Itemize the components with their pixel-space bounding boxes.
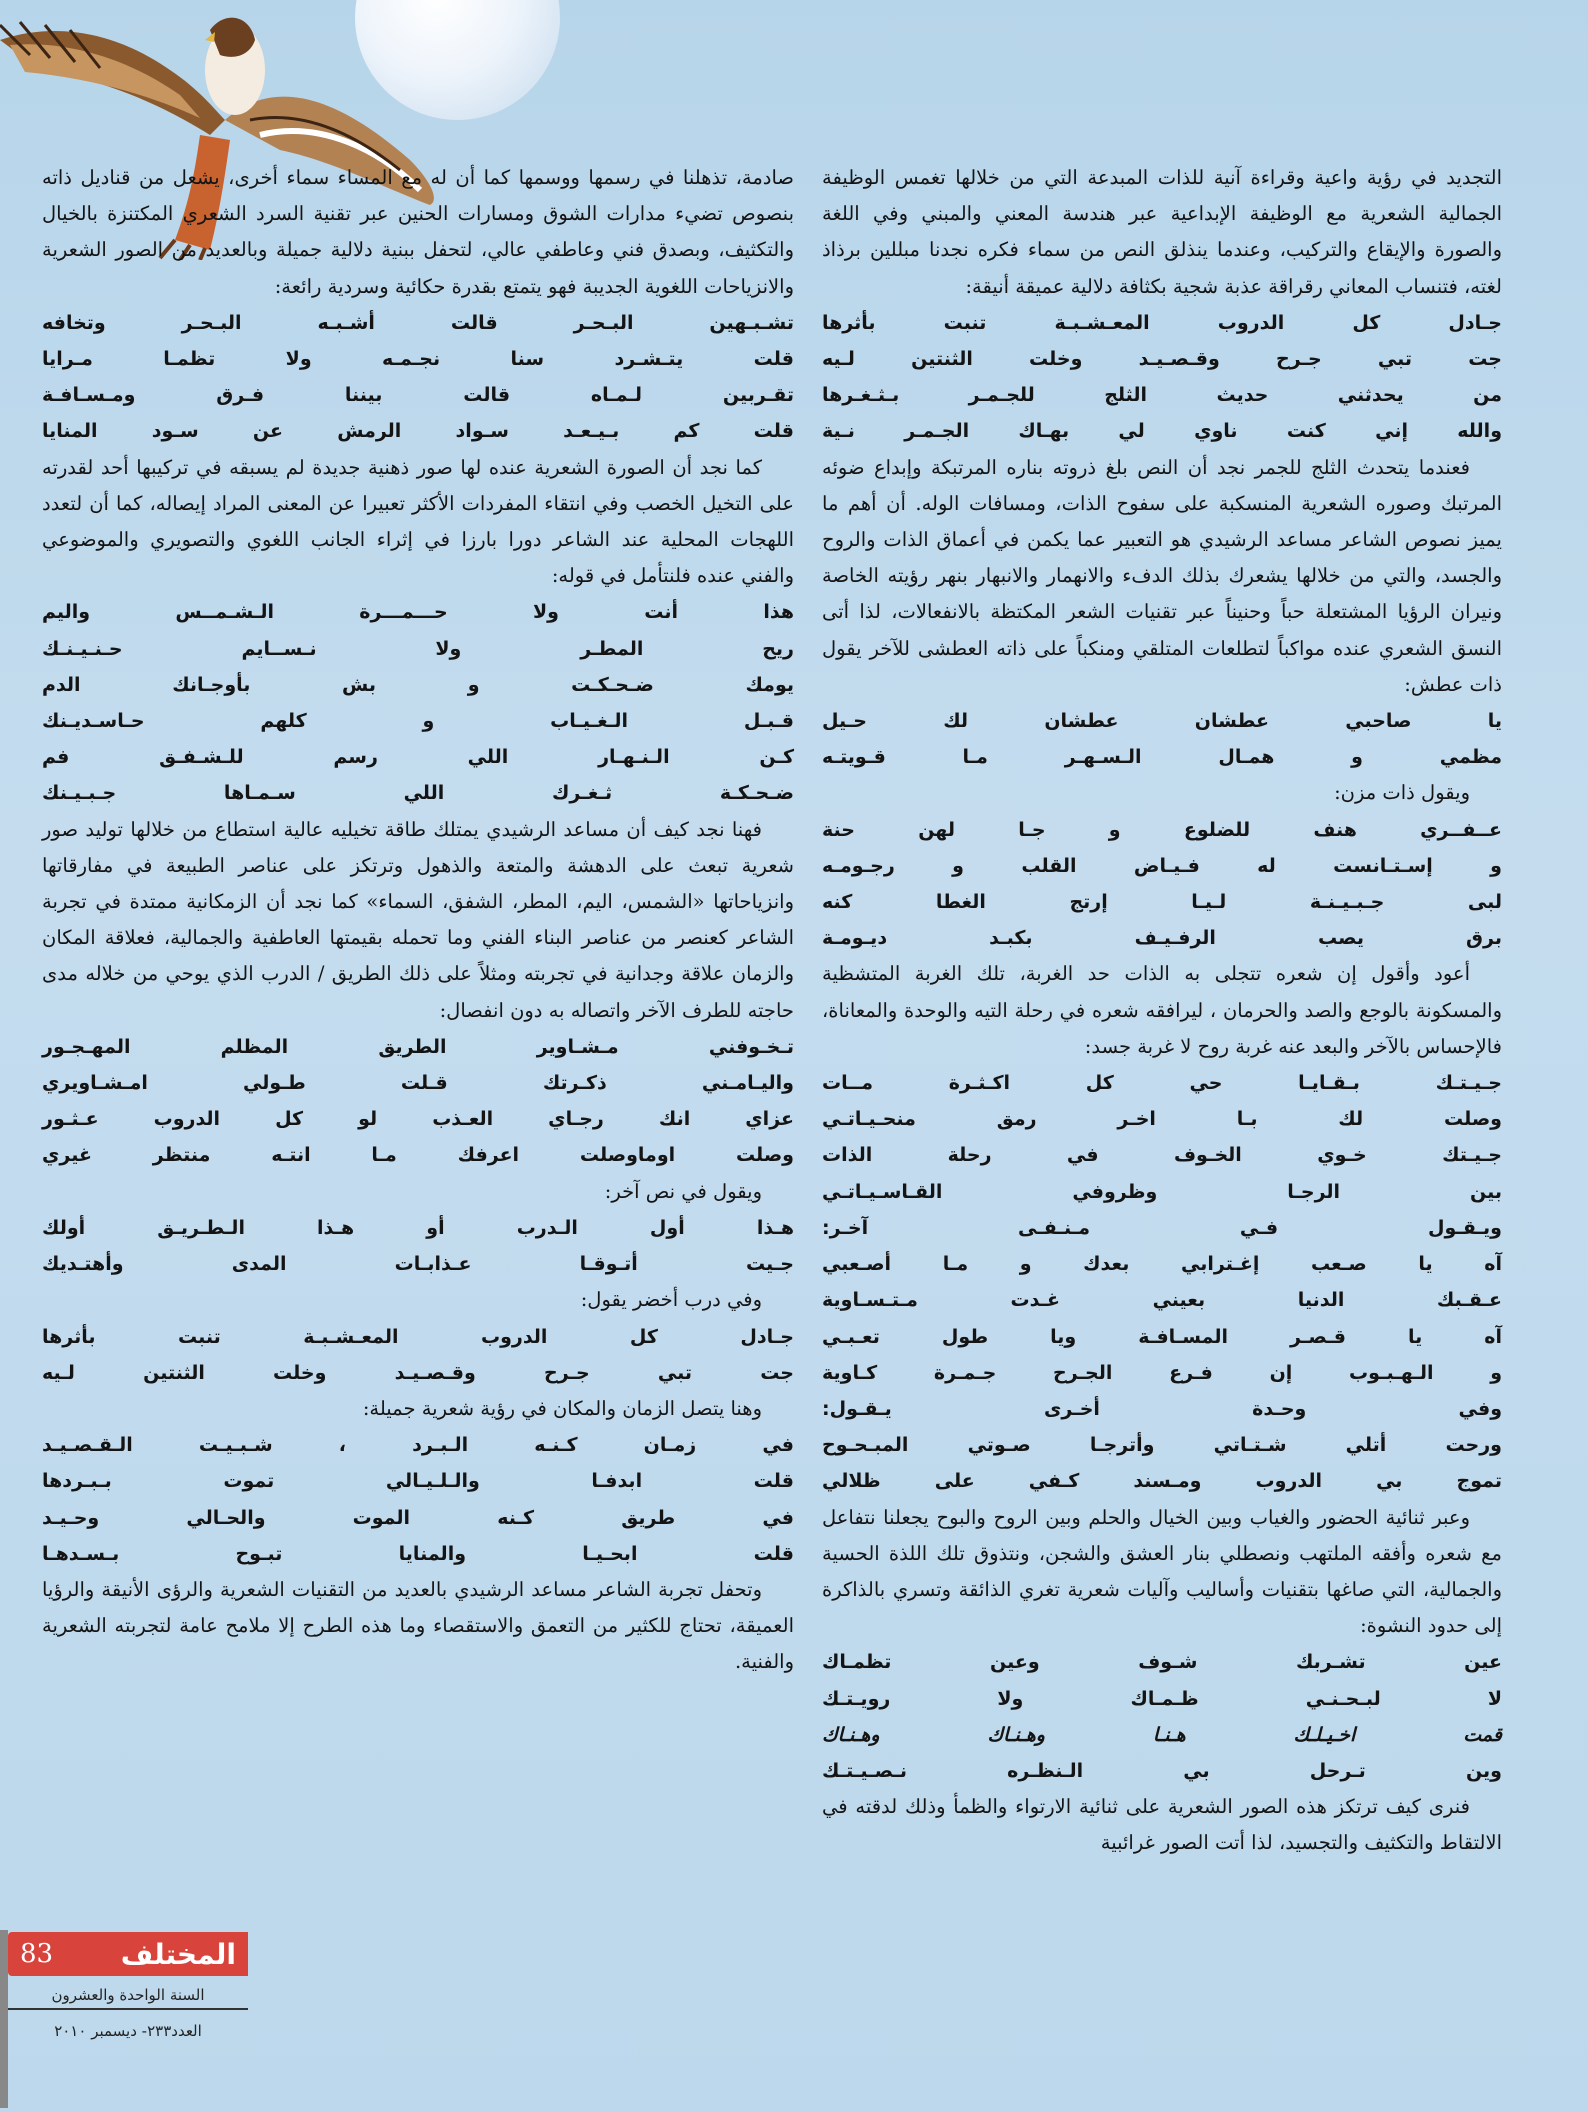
poem-verse: وصلت اوماوصلت اعرفك مـا انتـه منتظر غيري [42,1144,794,1167]
article-paragraph: فعندما يتحدث الثلج للجمر نجد أن النص بلغ ذروته بناره المرتبكة وإبداع ضوئه المرتبك وصوره الشعرية المنسكبة على سفوح الذات، ومسافات الوله. أن أهم ما يميز نصوص الشاعر مساعد الرشيدي هو التعبير عما يكمن في أعماق الذات والروح والجسد، والتي من خلالها يشعرك بذلك الدفء والانهمار والانبهار بنهر رؤيته الخاصة ونيران الرؤيا المشتعلة حباً وحنيناً عبر تقنيات الشعر المكتظة بالانفعالات، لذا أتى النسق الشعري عنده مواكباً لتطلعات المتلقي ومنكباً على ذاته العطشى للآخر يقول ذات عطش: [822,455,1502,696]
article-paragraph: فنرى كيف ترتكز هذه الصور الشعرية على ثنائية الارتواء والظمأ وذلك لدقته في الالتقاط والتكثيف والتجسيد، لذا أتت الصور غرائبية [822,1795,1502,1855]
poem-verse: ضـحـكـة ثـغـرك اللي سـمـاها جـبـيـنك [42,782,794,805]
article-column-right [822,160,1502,1862]
poem-verse: تقـربين لـمـاه قالت بيننا فـرق ومـسـافـة [42,384,794,407]
page-number: 83 [20,1939,54,1969]
article-paragraph: وفي درب أخضر يقول: [580,1288,762,1312]
poem-verse: آه يا قـصـر المسـافـة ويا طول تعـبـي [822,1325,1502,1348]
article-paragraph: كما نجد أن الصورة الشعرية عنده لها صور ذهنية جديدة لم يسبقه في تركيبها أحد لقدرته على التخيل الخصب وفي انتقاء المفردات الأكثر تعبيرا عن المعنى المراد إيصاله، كما أن لتعدد اللهجات المحلية عند الشاعر دورا بارزا في إثراء الجانب اللغوي والتصويري والموضوعي والفني عنده فلنتأمل في قوله: [42,455,794,588]
poem-verse: قلت كم بـيـعـد سـواد الرمش عن سـود المنايا [42,420,794,443]
article-paragraph: فهنا نجد كيف أن مساعد الرشيدي يمتلك طاقة تخيليه عالية استطاع من خلالها توليد صور شعرية تبعث على الدهشة والمتعة والذهول وترتكز على عناصر الطبيعة في مفارقاتها وانزياحاتها «الشمس، اليم، المطر، الشفق، السماء» كما نجد أن الزمكانية ممتدة في تجربة الشاعر كعنصر من عناصر البناء الفني وما تحمله بقيمتها العاطفية والجمالية، فعلاقة المكان والزمان علاقة وجدانية في تجربته ومثلاً على ذلك الطريق / الدرب الذي يوحي من خلاله مدى حاجته للطرف الآخر واتصاله به دون انفصال: [42,817,794,1022]
poem-verse: جـيـتـك بـقـايـا حي كل اكـثـرة مــات [822,1072,1502,1095]
poem-verse: و الـهـبـوب إن فـرع الجـرح جـمـرة كـاوية [822,1361,1502,1384]
poem-verse: قمت اخـيـلـك هـنـا وهـنـاك وهـنـاك [822,1723,1502,1746]
article-paragraph: صادمة، تذهلنا في رسمها ووسمها كما أن له مع المساء سماء أخرى، يشعل من قناديل ذاته بنصوص تضيء مدارات الشوق ومسارات الحنين عبر تقنية السرد الشعري المكتنزة بالخيال والتكثيف، وبصدق فني وعاطفي عالي، لتحفل ببنية دلالية جميلة وبالعديد من الصور الشعرية والانزياحات اللغوية الجديبة فهو يتمتع بقدرة حكائية وسردية رائعة: [42,166,794,298]
poem-verse: تموج بي الدروب ومـسند كـفي على ظلالي [822,1470,1502,1493]
poem-verse: عزاي انك رجـاي العـذب لو كل الدروب عـثـور [42,1108,794,1131]
poem-verse: جـادل كل الدروب المعـشـبـة تنبت بأثرها [42,1325,794,1348]
article-paragraph: التجديد في رؤية واعية وقراءة آنية للذات المبدعة التي من خلالها تغمس الوظيفة الجمالية الشعرية مع الوظيفة الإبداعية عبر هندسة المعني والمبني وفي اللغة والصورة والإيقاع والتركيب، وعندما ينذلق النص من سماء فكره نجدنا مبللين برذاذ لغته، فتنساب المعاني رقراقة عذبة شجية بكثافة دلالية عميقة أنيقة: [822,166,1502,298]
poem-verse: عين تشـربك شـوف وعين تظمـاك [822,1651,1502,1674]
poem-verse: برق يصب الرفـيـف بكبـد ديـومـة [822,927,1502,950]
poem-verse: وصلت لك بـا اخـر رمق منحـيـاتـي [822,1108,1502,1131]
poem-verse: تشـبـهين البـحـر قالت أشـبـه البـحـر وتخافه [42,311,794,334]
poem-verse: قلت ابحـيـا والمنايا تبـوح بـسـدهـا [42,1542,794,1565]
poem-verse: يومك ضـحـكـت و بش بأوجـانك الدم [42,673,794,696]
poem-verse: ويـقـول فـي مـنـفـى آخـر: [822,1216,1502,1239]
poem-verse: لا لبـحـنـي ظـمـاك ولا رويـتـك [822,1687,1502,1710]
poem-verse: وين تـرحل بي الـنظـره نـصـيـتـك [822,1759,1502,1782]
poem-verse: ورحت أتلي شـتـاتي وأترجـا صـوتي المبـحـوح [822,1434,1502,1457]
poem-verse: قلت ابدفـا والـلـيـالي تموت بـبـردها [42,1470,794,1493]
article-paragraph: ويقول في نص آخر: [604,1179,762,1203]
poem-verse: في زمـان كـنـه الـبـرد ، شـبـيـت الـقـصـيـد [42,1434,794,1457]
article-paragraph: أعود وأقول إن شعره تتجلى به الذات حد الغربة، تلك الغربة المتشظية والمسكونة بالوجع والصد والحرمان ، ليرافقه شعره في رحلة التيه والوحدة والمعاناة، فالإحساس بالآخر والبعد عنه غربة روح لا غربة جسد: [822,962,1502,1058]
poem-verse: وفي وحـدة أخـرى يـقـول: [822,1397,1502,1420]
poem-verse: آه يا صـعب إغـترابي بعدك و مـا أصـعبي [822,1253,1502,1276]
poem-verse: من يحدثني حديث الثلج للجـمـر بـثـغـرها [822,384,1502,407]
poem-verse: تـخـوفني مـشـاوير الطريق المظلم المهـجـور [42,1035,794,1058]
poem-verse: مظمي و همـال الـسـهـر مـا قـويتـه [822,746,1502,769]
poem-verse: جت تبي جـرح وقـصـيـد وخلت الثنتين لـيه [822,348,1502,371]
article-column-left [42,160,794,1681]
page-footer [0,1930,248,2108]
article-paragraph: وتحفل تجربة الشاعر مساعد الرشيدي بالعديد من التقنيات الشعرية والرؤى الأنيقة والرؤيا العميقة، تحتاج للكثير من التعمق والاستقصاء وما هذه الطرح إلا ملامح عامة لتجربته الشعرية والفنية. [42,1577,794,1674]
poem-verse: و إسـتـانست له فـيـاض القلب و رجـومـه [822,854,1502,877]
poem-verse: كـن الـنـهـار اللي رسم للـشـفـق فم [42,746,794,769]
poem-verse: هذا أنت ولا حـــمـــرة الـشـمــس واليم [42,601,794,624]
article-paragraph: وعبر ثنائية الحضور والغياب وبين الخيال والحلم وبين الروح والبوح يجعلنا نتفاعل مع شعره وأفقه الملتهب ونصطلي بنار العشق والشجن، ونتذوق تلك اللذة الحسية والجمالية، التي صاغها بتقنيات وأساليب وآليات شعرية تغري الذائقة وتسري بالذاكرة إلى حدود النشوة: [822,1505,1502,1638]
poem-verse: جـادل كل الدروب المعـشـبـة تنبت بأثرها [822,311,1502,334]
poem-verse: واليـامـني ذكـرتك قـلت طـولي امـشـاويري [42,1072,794,1095]
poem-verse: جـيت أتـوقـا عـذابـات المدى وأهتـديك [42,1253,794,1276]
poem-verse: هـذا أول الـدرب أو هـذا الـطـريـق أولك [42,1216,794,1239]
poem-verse: جت تبي جـرح وقـصـيـد وخلت الثنتين لـيه [42,1361,794,1384]
poem-verse: جـيـتك خـوي الخـوف في رحلة الذات [822,1144,1502,1167]
issue-date: العدد٢٣٣- ديسمبر ٢٠١٠ [54,2022,202,2040]
volume-year: السنة الواحدة والعشرون [8,1986,248,2010]
poem-verse: والله إني كنت ناوي لي بهـاك الجـمـر نـية [822,420,1502,443]
poem-verse: لبى جـبـيـنـة لـيـا إرتج الغطا كنه [822,891,1502,914]
poem-verse: يا صاحبي عطشان عطشان لك حـيل [822,710,1502,733]
poem-verse: قلت يتـشـرد سنا نجـمـه ولا تظمـا مـرايا [42,348,794,371]
magazine-logo: المختلف [120,1937,236,1971]
poem-verse: عـقـبك الدنيا بعيني غـدت مـتـسـاوية [822,1289,1502,1312]
poem-verse: قـبـل الـغـيـاب و كلهم حـاسـديـنك [42,710,794,733]
article-paragraph: ويقول ذات مزن: [1334,781,1470,805]
footer-badge [8,1932,248,1976]
poem-verse: في طريق كـنه الموت والحـالي وحـيـد [42,1506,794,1529]
poem-verse: بين الرجـا وظروفي القـاسـيـاتـي [822,1180,1502,1203]
poem-verse: عــفــري هنف للضلوع و جـا لهن حنة [822,818,1502,841]
article-paragraph: وهنا يتصل الزمان والمكان في رؤية شعرية جميلة: [362,1396,762,1420]
poem-verse: ريح المطـر ولا نـســايم حـنـيـنـك [42,637,794,660]
